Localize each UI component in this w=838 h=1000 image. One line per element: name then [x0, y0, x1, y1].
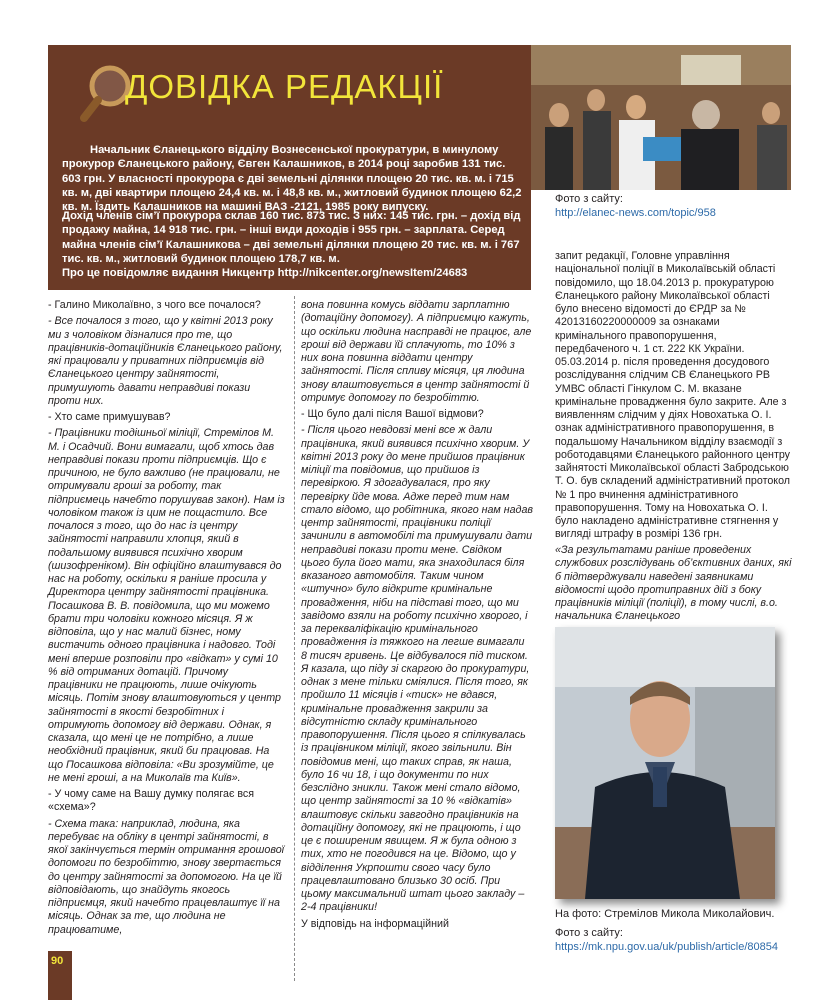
column1-paragraph: - Все почалося з того, що у квітні 2013 року ми з чоловіком дізналися про те, що працівників-дотаційників Єланецького району, які працювали у приватних підприємців від Єланецького центру зайнятості, примушують давати неправдиві покази проти них. [48, 315, 283, 407]
column3b-paragraph: «За результатами раніше проведених службових розслідувань об’єктивних даних, які б підтверджували наведені заявниками відомості щодо протиправних дій з боку працівників міліції (поліції), в тому числі, в.о. начальника Єланецького [555, 544, 792, 623]
interview-column-3-quote [555, 544, 793, 627]
column1-paragraph: - Працівники тодішньої міліції, Стремілов М. М. і Осадчий. Вони вимагали, щоб хтось дав неправдиві покази проти підприємців. Що є причиною, не було важливо (не працювали, не отримували гроші за роботу, так підприємець начебто порушував закон). Нам із чоловіком також із цим не пощастило. Все почалося з того, що до нас із центру зайнятості направили хлопця, який в подальшому виявився психічно хворим (шизофреніком). Він офіційно влаштувався до нас на роботу, оскільки я раніше просила у Директора центру зайнятості працівника. Посашкова В. В. повідомила, що ми можемо брати три чоловіки кожного місяця. Я ж відповіла, що у нас малий бізнес, ному вистачить одного працівника і надовго. Тоді мені вперше розповіли про «відкат» у сумі 10 % від отриманих дотацій. Причому працівники не працюють, лише очікують місяць. Потім знову влаштовуються у центр зайнятості в якості безробітних і отримують допомогу від держави. Однак, я сказала, що мені це не потрібно, а лише необхідний працівник, який би працював. На що Посашкова відповіла: «Ви зрозумійте, це не мені гроші, а на Миколаїв та Київ». [48, 427, 285, 784]
editorial-paragraph-income: Начальник Єланецького відділу Вознесенської прокуратури, в минулому прокурор Єланецького району, Євген Калашников, в 2014 році заробив 131 тис. 603 грн. У власності прокурора є дві земельні ділянки площею 20 тис. кв. м. і 715 кв. м, дві квартири площею 24,4 кв. м. і 48,8 кв. м., житловий будинок площею 62,2 кв. м. Їздить Калашников на машині ВАЗ -2121, 1985 року випуску. [62, 144, 522, 214]
interview-column-1 [48, 299, 285, 940]
interview-column-2 [301, 299, 533, 934]
photo2-caption-label: Фото з сайту: [555, 927, 623, 939]
photo2-source [555, 926, 790, 954]
column2-paragraph: - Що було далі після Вашої відмови? [301, 408, 484, 420]
column2-paragraph: вона повинна комусь віддати зарплатню (дотаційну допомогу). А підприємцю кажуть, що оскільки людина насправді не працює, але гроші від держави їй сплачують, то 10% з них вона повинна віддати центру зайнятості. Після спливу місяця, ця людина знову влаштовується в центр зайнятості й отримує допомогу по безробіттю. [301, 299, 532, 404]
editorial-paragraph-source: Про це повідомляє видання Никцентр http://nikcenter.org/newsItem/24683 [62, 267, 468, 279]
photo2-source-link[interactable]: https://mk.npu.gov.ua/uk/publish/article/80854 [555, 941, 778, 953]
column1-paragraph: - У чому саме на Вашу думку полягає вся «схема»? [48, 788, 255, 814]
page-number-tab [48, 951, 72, 1000]
photo-portrait-officer [555, 627, 775, 899]
column-divider [294, 296, 296, 981]
photo1-source-link[interactable]: http://elanec-news.com/topic/958 [555, 207, 716, 219]
column1-paragraph: - Хто саме примушував? [48, 411, 171, 423]
column2-paragraph: У відповідь на інформаційний [301, 917, 449, 930]
photo1-caption-label: Фото з сайту: [555, 193, 623, 205]
editorial-paragraph-family: Дохід членів сім’ї прокурора склав 160 тис. 873 тис. З них: 145 тис. грн. – дохід від продажу майна, 14 918 тис. грн. – інші види доходів і 955 грн. – зарплата. Серед майна членів сім’ї Калашникова – дві земельні ділянки площею 20 тис. кв. м. і 767 тис. кв. м., житловий будинок площею 178,7 кв. м. [62, 210, 521, 265]
photo-award-ceremony [531, 45, 791, 190]
photo2-caption: На фото: Стремілов Микола Миколайович. [555, 908, 775, 920]
column3-paragraph: запит редакції, Головне управління національної поліції в Миколаївській області повідомило, що 18.04.2013 р. прокуратурою Єланецького району Миколаївської області було внесено відомості до ЄРДР за № 42013160220000009 за ознаками кримінального правопорушення, передбаченого ч. 1 ст. 222 КК України. 05.03.2014 р. після проведення досудового розслідування слідчим СВ Єланецького РВ УМВС області Гінкулом С. М. вказане кримінальне провадження було закрите. Але з виявленням слідчим у діях Новохатька О. І. ознак адміністративного правопорушення, в подальшому Начальником відділу взаємодії з роботодавцями Єланецького районного центру зайнятості Миколаївської області Забродською Т. О. був складений адміністративний протокол № 1 про вчинення адміністративного правопорушення. Тому на Новохатька О. І. було накладено адміністративне стягнення у вигляді штрафу в розмірі 136 грн. [555, 250, 791, 541]
column2-paragraph: - Після цього невдовзі мені все ж дали працівника, який виявився психічно хворим. У квітні 2013 року до мене прийшов працівник міліції та повідомив, що прийшов із перевіркою. Я здогадувалася, про яку перевірку йде мова. Адже перед тим нам стало відомо, що робітника, якого нам надав центр зайнятості, працівники поліції зачинили в автомобілі та примушували дати неправдиві покази проти мене. Свідком цього була його мати, яка знаходилася біля вказаного автомобіля. Таким чином «штучно» було відкрите кримінальне провадження, ніби на підставі того, що ми завідомо взяли на роботу психічно хворого, і за перекваліфікацію кримінального провадження із тяжкого на легше вимагали 8 тисяч гривень. Це відбувалося під тиском. Я казала, що піду зі скаргою до прокуратури, однак з мене тільки сміялися. Після того, як пройшло 11 місяців і «тиск» не вдався, кримінальне провадження закрили за відсутністю складу кримінального правопорушення. Після цього я спілкувалась із працівником міліції, якого звільнили. Він повідомив мені, що таких справ, як наша, було 16 чи 18, і що документи по них безслідно зникли. Також мені стало відомо, що центр зайнятості за 10 % «відкатів» влаштовує скільки завгодно працівників на дотаційну допомогу, які не працюють, і що це є поширеним явищем. Я ж була одною з тих, хто не погодився на це. Відомо, що у відділення Укрпошти свого часу було працевлаштовано близько 30 осіб. При цьому максимальний штат цього закладу – 2-4 працівники! [301, 424, 533, 914]
editorial-title: ДОВІДКА РЕДАКЦІЇ [125, 68, 444, 105]
column1-paragraph: - Схема така: наприклад, людина, яка перебуває на обліку в центрі зайнятості, в якої закінчується термін отримання грошової допомоги по безробіттю, знову звертається до центру зайнятості за допомогою. На це їй відповідають, що знайдуть якогось підприємця, який начебто працевлаштує її на місяць. Однак за те, що людина не працюватиме, [48, 817, 285, 936]
interview-column-3 [555, 250, 793, 545]
page-number: 90 [51, 955, 64, 967]
column1-paragraph: - Галино Миколаївно, з чого все почалося? [48, 299, 261, 311]
